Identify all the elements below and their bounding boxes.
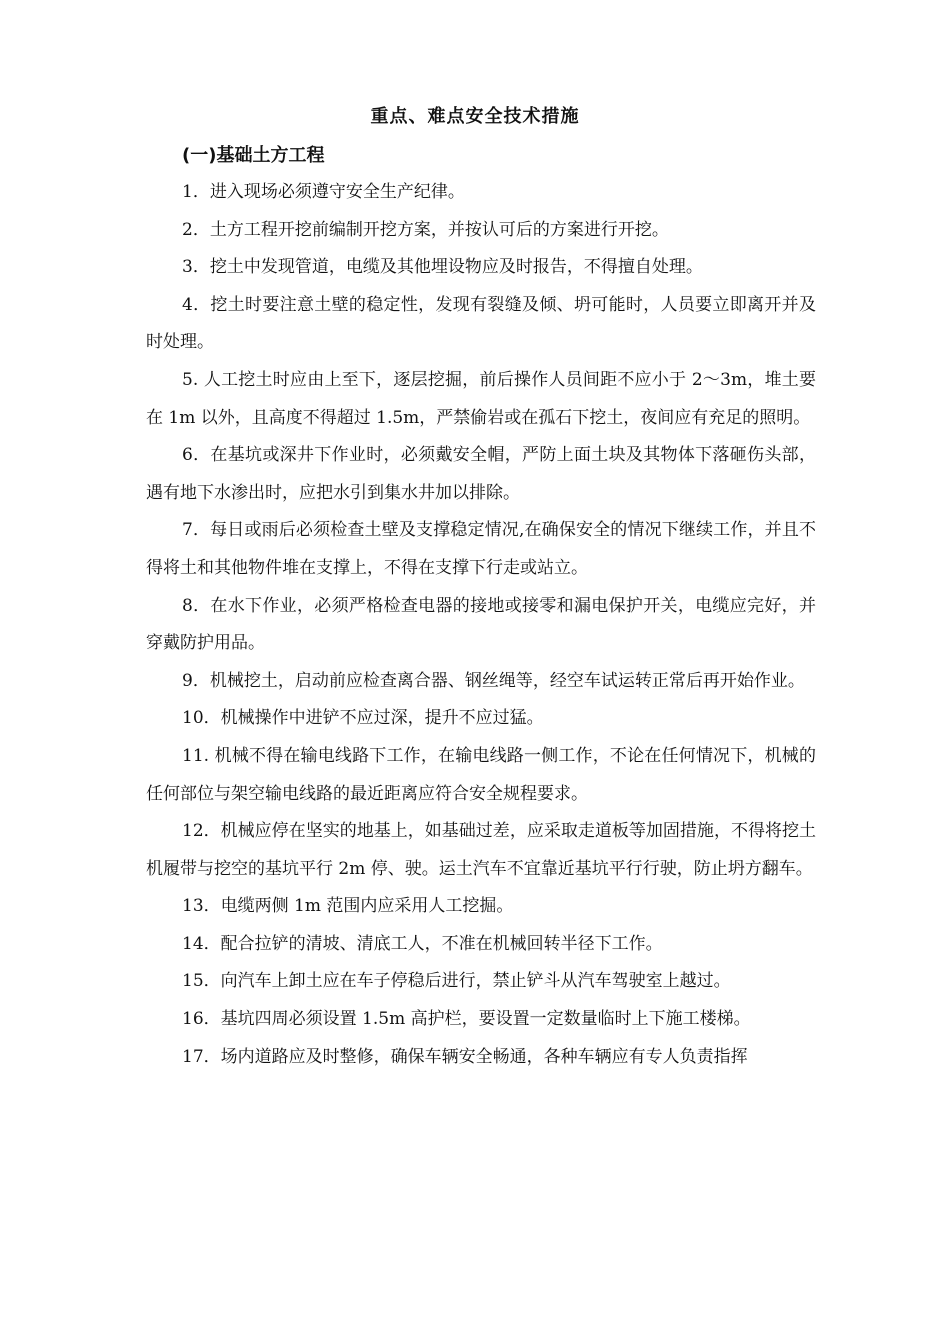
list-item: 17．场内道路应及时整修，确保车辆安全畅通，各种车辆应有专人负责指挥 xyxy=(182,1046,748,1067)
list-item: 16．基坑四周必须设置 1.5m 高护栏，要设置一定数量临时上下施工楼梯。 xyxy=(182,1009,751,1030)
page-title: 重点、难点安全技术措施 xyxy=(370,106,580,127)
list-item: 3．挖土中发现管道，电缆及其他埋设物应及时报告，不得擅自处理。 xyxy=(182,257,703,278)
list-item: 4．挖土时要注意土壁的稳定性，发现有裂缝及倾、坍可能时，人员要立即离开并及时处理。 xyxy=(146,294,816,353)
list-item: 9．机械挖土，启动前应检查离合器、钢丝绳等，经空车试运转正常后再开始作业。 xyxy=(182,670,805,691)
section-heading: (一)基础土方工程 xyxy=(182,145,325,166)
list-item: 8．在水下作业，必须严格检查电器的接地或接零和漏电保护开关，电缆应完好，并穿戴防护用品。 xyxy=(146,595,816,654)
list-item: 11. 机械不得在输电线路下工作，在输电线路一侧工作，不论在任何情况下，机械的任何部位与架空输电线路的最近距离应符合安全规程要求。 xyxy=(146,745,816,804)
list-item: 2．土方工程开挖前编制开挖方案，并按认可后的方案进行开挖。 xyxy=(182,219,669,240)
list-item: 1．进入现场必须遵守安全生产纪律。 xyxy=(182,182,465,202)
list-item: 14．配合拉铲的清坡、清底工人，不准在机械回转半径下工作。 xyxy=(182,933,663,954)
safety-measures-list xyxy=(146,174,816,1076)
list-item: 7．每日或雨后必须检查土壁及支撑稳定情况,在确保安全的情况下继续工作，并且不得将土和其他物件堆在支撑上，不得在支撑下行走或站立。 xyxy=(146,520,816,578)
list-item: 13．电缆两侧 1m 范围内应采用人工挖掘。 xyxy=(182,896,514,917)
list-item: 15．向汽车上卸土应在车子停稳后进行，禁止铲斗从汽车驾驶室上越过。 xyxy=(182,971,731,992)
list-item: 12．机械应停在坚实的地基上，如基础过差，应采取走道板等加固措施，不得将挖土机履带与挖空的基坑平行 2m 停、驶。运土汽车不宜靠近基坑平行行驶，防止坍方翻车。 xyxy=(146,821,816,879)
list-item: 10．机械操作中进铲不应过深，提升不应过猛。 xyxy=(182,708,544,729)
list-item: 5. 人工挖土时应由上至下，逐层挖掘，前后操作人员间距不应小于 2～3m，堆土要在 1m 以外，且高度不得超过 1.5m，严禁偷岩或在孤石下挖土，夜间应有充足的照明。 xyxy=(146,369,816,428)
list-item: 6．在基坑或深井下作业时，必须戴安全帽，严防上面土块及其物体下落砸伤头部，遇有地下水渗出时，应把水引到集水井加以排除。 xyxy=(146,445,816,503)
